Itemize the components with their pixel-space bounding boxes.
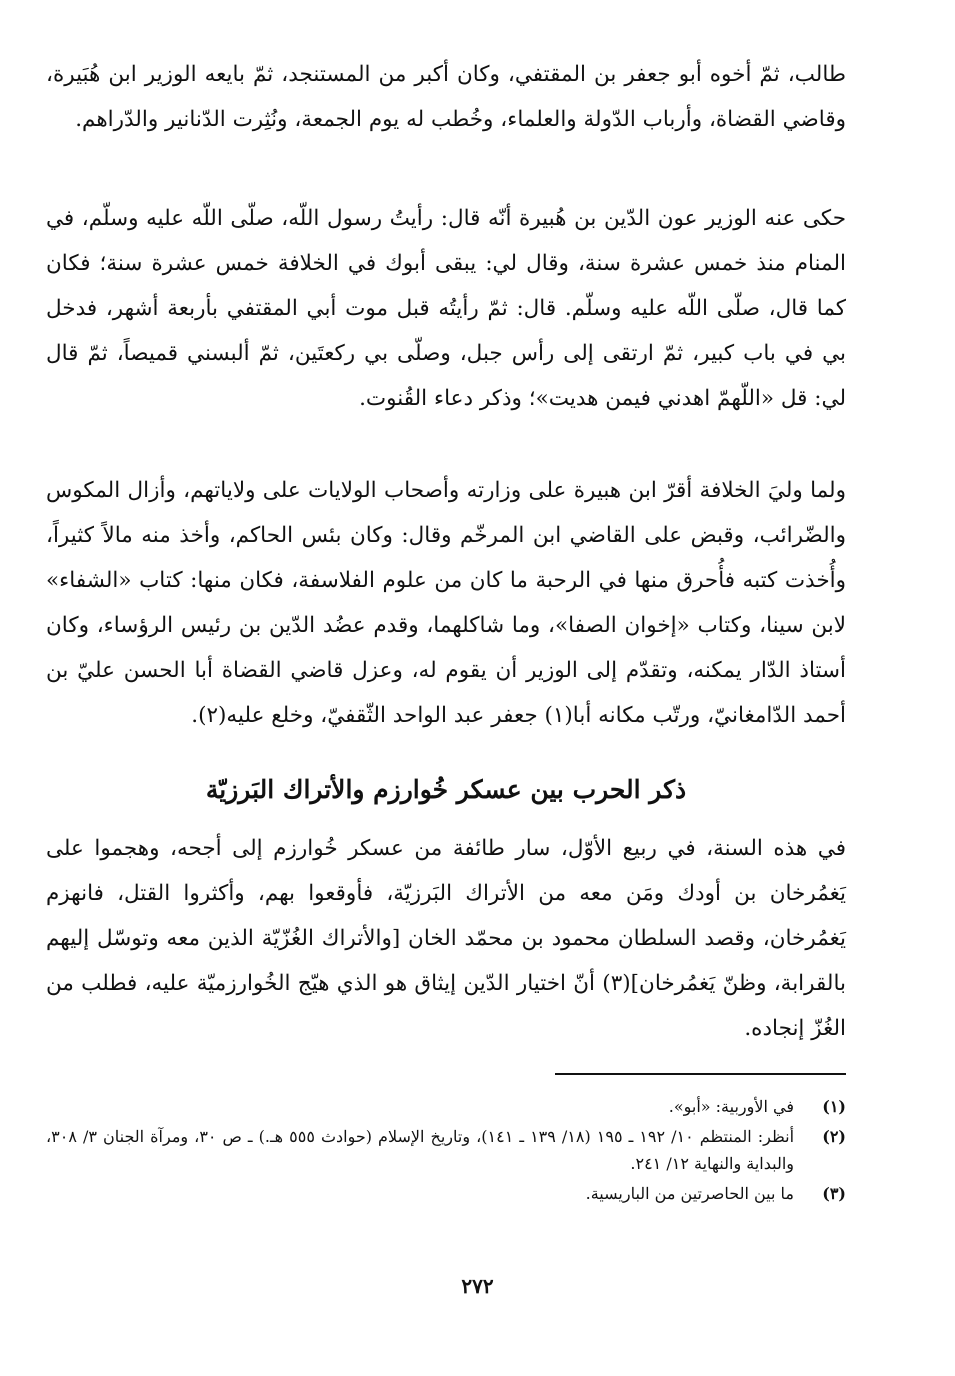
paragraph-caliphate-reforms: ولما وليَ الخلافة أقرّ ابن هبيرة على وزارته وأصحاب الولايات على ولاياتهم، وأزال المكوس والضّرائب، وقبض على القاضي ابن المرخّم وقال: وكان بئس الحاكم، وأخذ منه مالاً كثيراً، وأُخذت كتبه فأُحرق منها في الرحبة ما كان من علوم الفلاسفة، فكان منها: كتاب «الشفاء» لابن سينا، وكتاب «إخوان الصفا»، وما شاكلهما، وقدم عضُد الدّين بن رئيس الرؤساء، وكان أستاذ الدّار يمكنه، وتقدّم إلى الوزير أن يقوم له، وعزل قاضي القضاة أبا الحسن عليّ بن أحمد الدّامغانيّ، ورتّب مكانه أبا(١) جعفر عبد الواحد الثّقفيّ، وخلع عليه(٢). bbox=[46, 478, 846, 728]
footnote-number: (٢) bbox=[822, 1127, 846, 1146]
footnote-text: أنظر: المنتظم ١٠/ ١٩٢ ـ ١٩٥ (١٨/ ١٣٩ ـ ١٤١)، وتاريخ الإسلام (حوادث ٥٥٥ هـ.) ـ ص ٣٠، ومرآة الجنان ٣/ ٣٠٨، والبداية والنهاية ١٢/ ٢٤١. bbox=[46, 1127, 795, 1173]
footnote-number: (١) bbox=[822, 1097, 846, 1116]
paragraph-continuation: طالب، ثمّ أخوه أبو جعفر بن المقتفي، وكان أكبر من المستنجد، ثمّ بايعه الوزير ابن هُبَيرة، وقاضي القضاة، وأرباب الدّولة والعلماء، وخُطب له يوم الجمعة، ونُثِرت الدّنانير والدّراهم. bbox=[46, 62, 846, 132]
footnote-text: ما بين الحاصرتين من الباريسية. bbox=[585, 1184, 794, 1203]
footnote-item bbox=[46, 1123, 846, 1177]
footnote-item bbox=[46, 1093, 846, 1120]
footnotes-list bbox=[46, 1093, 846, 1210]
page-number: ٢٧٢ bbox=[461, 1274, 494, 1298]
paragraph-dream-narration: حكى عنه الوزير عون الدّين بن هُبيرة أنّه قال: رأيتُ رسول اللّه، صلّى اللّه عليه وسلّم، في المنام منذ خمس عشرة سنة، وقال لي: يبقى أبوك في الخلافة خمس عشرة سنة؛ فكان كما قال، صلّى اللّه عليه وسلّم. قال: ثمّ رأيتُه قبل موت أبي المقتفي بأربعة أشهر، فدخل بي في باب كبير، ثمّ ارتقى إلى رأس جبل، وصلّى بي ركعتَين، ثمّ ألبسني قميصاً، ثمّ قال لي: قل «اللّهمّ اهدني فيمن هديت»؛ وذكر دعاء القُنوت. bbox=[46, 206, 846, 411]
footnote-text: في الأوربية: «أبو». bbox=[668, 1097, 794, 1116]
footnote-divider bbox=[555, 1073, 846, 1075]
footnote-number: (٣) bbox=[822, 1184, 846, 1203]
section-heading: ذكر الحرب بين عسكر خُوارزم والأتراك البَرزيّة bbox=[205, 775, 687, 804]
paragraph-khwarazm-war: في هذه السنة، في ربيع الأوّل، سار طائفة من عسكر خُوارزم إلى أجحه، وهجموا على يَغمُرخان بن أودك ومَن معه من الأتراك البَرزيّة، فأوقعوا بهم، وأكثروا القتل، فانهزم يَغمُرخان، وقصد السلطان محمود بن محمّد الخان [والأتراك الغُزّيّة الذين معه وتوسّل إليهم بالقرابة، وظنّ يَغمُرخان](٣) أنّ اختيار الدّين إيثاق هو الذي هيّج الخُوارزميّة عليه، فطلب من الغُزّ إنجاده. bbox=[46, 836, 846, 1041]
footnote-item bbox=[46, 1180, 846, 1207]
